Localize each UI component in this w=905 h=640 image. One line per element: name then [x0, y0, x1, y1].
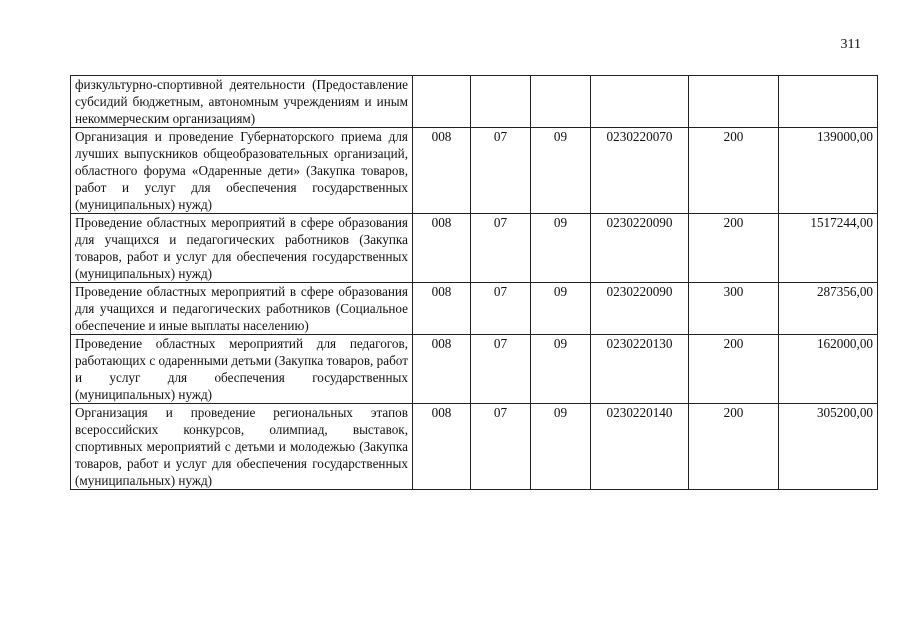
row-sum: 305200,00 [779, 404, 878, 490]
row-sum [779, 76, 878, 128]
row-sum: 139000,00 [779, 128, 878, 214]
row-description: физкультурно-спортивной деятельности (Предоставление субсидий бюджетным, автономным учреждениям и иным некоммерческим организациям) [71, 76, 413, 128]
row-admin-code: 008 [413, 283, 471, 335]
row-target-article: 0230220090 [591, 283, 689, 335]
table-row [71, 335, 878, 404]
row-admin-code: 008 [413, 128, 471, 214]
table-row [71, 283, 878, 335]
row-subsection-code: 09 [531, 335, 591, 404]
row-section-code: 07 [471, 128, 531, 214]
row-sum: 287356,00 [779, 283, 878, 335]
row-subsection-code: 09 [531, 283, 591, 335]
row-description: Организация и проведение Губернаторского приема для лучших выпускников общеобразовательных организаций, областного форума «Одаренные дети» (Закупка товаров, работ и услуг для обеспечения государственных (муниципальных) нужд) [71, 128, 413, 214]
row-description: Проведение областных мероприятий для педагогов, работающих с одаренными детьми (Закупка товаров, работ и услуг для обеспечения государственных (муниципальных) нужд) [71, 335, 413, 404]
row-admin-code: 008 [413, 214, 471, 283]
row-expense-kind: 200 [689, 128, 779, 214]
row-target-article: 0230220090 [591, 214, 689, 283]
table-row [71, 404, 878, 490]
row-expense-kind: 300 [689, 283, 779, 335]
table-row [71, 128, 878, 214]
row-subsection-code: 09 [531, 214, 591, 283]
row-target-article: 0230220070 [591, 128, 689, 214]
row-subsection-code [531, 76, 591, 128]
row-expense-kind: 200 [689, 404, 779, 490]
row-sum: 162000,00 [779, 335, 878, 404]
row-sum: 1517244,00 [779, 214, 878, 283]
row-expense-kind: 200 [689, 335, 779, 404]
row-description: Проведение областных мероприятий в сфере образования для учащихся и педагогических работников (Социальное обеспечение и иные выплаты населению) [71, 283, 413, 335]
row-subsection-code: 09 [531, 128, 591, 214]
row-admin-code: 008 [413, 335, 471, 404]
row-section-code: 07 [471, 335, 531, 404]
row-description: Проведение областных мероприятий в сфере образования для учащихся и педагогических работников (Закупка товаров, работ и услуг для обеспечения государственных (муниципальных) нужд) [71, 214, 413, 283]
row-target-article: 0230220130 [591, 335, 689, 404]
row-expense-kind: 200 [689, 214, 779, 283]
row-admin-code: 008 [413, 404, 471, 490]
row-expense-kind [689, 76, 779, 128]
budget-table [70, 75, 878, 490]
row-subsection-code: 09 [531, 404, 591, 490]
row-section-code: 07 [471, 214, 531, 283]
row-section-code: 07 [471, 283, 531, 335]
row-target-article [591, 76, 689, 128]
row-admin-code [413, 76, 471, 128]
row-target-article: 0230220140 [591, 404, 689, 490]
row-section-code [471, 76, 531, 128]
page-number: 311 [840, 37, 861, 52]
table-row [71, 76, 878, 128]
table-row [71, 214, 878, 283]
row-section-code: 07 [471, 404, 531, 490]
row-description: Организация и проведение региональных этапов всероссийских конкурсов, олимпиад, выставок, спортивных мероприятий с детьми и молодежью (Закупка товаров, работ и услуг для обеспечения государственных (муниципальных) нужд) [71, 404, 413, 490]
